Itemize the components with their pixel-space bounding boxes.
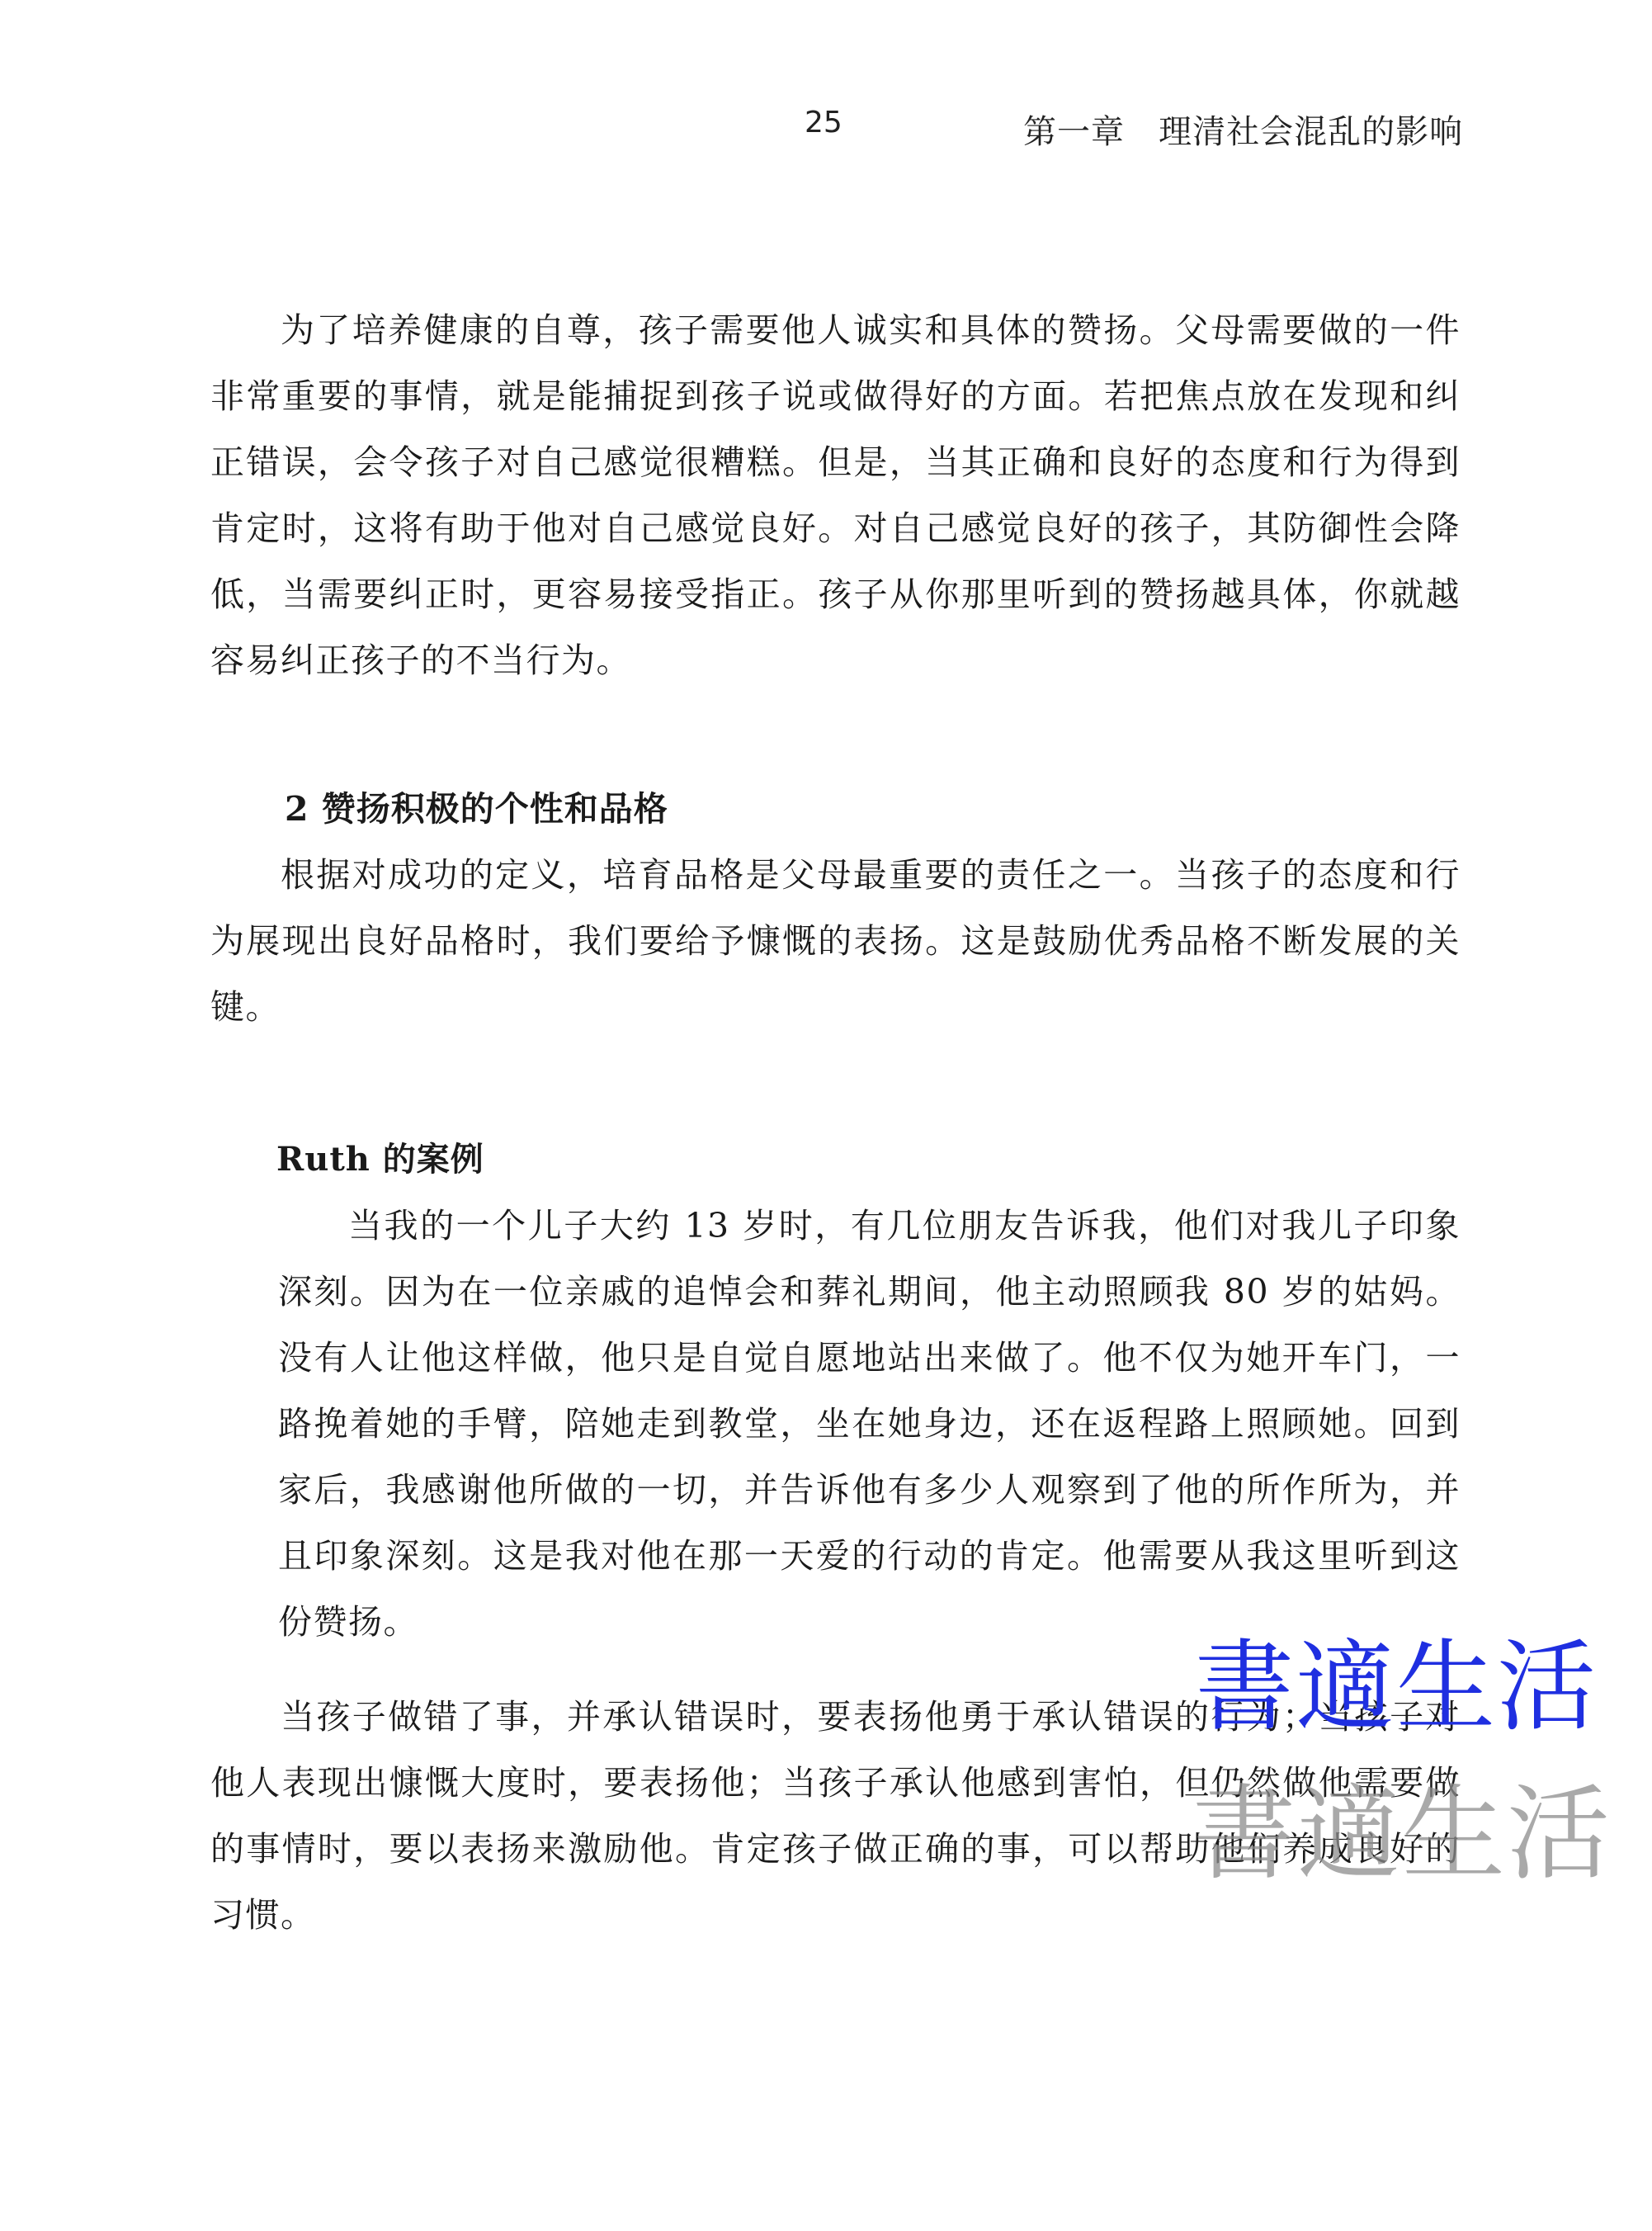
chapter-title: 第一章 理清社会混乱的影响 bbox=[1023, 113, 1464, 151]
case-study-heading: Ruth 的案例 bbox=[276, 1140, 484, 1179]
case-study-block bbox=[278, 1193, 1461, 1655]
case-study-paragraph: 当我的一个儿子大约 13 岁时，有几位朋友告诉我，他们对我儿子印象深刻。因为在一位亲戚的追悼会和葬礼期间，他主动照顾我 80 岁的姑妈。没有人让他这样做，他只是自觉自愿地站出来做了。他不仅为她开车门，一路挽着她的手臂，陪她走到教堂，坐在她身边，还在返程路上照顾她。回到家后，我感谢他所做的一切，并告诉他有多少人观察到了他的所作所为，并且印象深刻。这是我对他在那一天爱的行动的肯定。他需要从我这里听到这份赞扬。 bbox=[278, 1206, 1461, 1642]
body-paragraph: 根据对成功的定义，培育品格是父母最重要的责任之一。当孩子的态度和行为展现出良好品格时，我们要给予慷慨的表扬。这是鼓励优秀品格不断发展的关键。 bbox=[210, 855, 1461, 1027]
page-number: 25 bbox=[805, 106, 843, 139]
watermark-logo-shadow: 書適生活 bbox=[1192, 1775, 1612, 1894]
section-heading: 2 赞扬积极的个性和品格 bbox=[285, 789, 668, 829]
body-paragraph: 为了培养健康的自尊，孩子需要他人诚实和具体的赞扬。父母需要做的一件非常重要的事情，就是能捕捉到孩子说或做得好的方面。若把焦点放在发现和纠正错误，会令孩子对自己感觉很糟糕。但是，当其正确和良好的态度和行为得到肯定时，这将有助于他对自己感觉良好。对自己感觉良好的孩子，其防御性会降低，当需要纠正时，更容易接受指正。孩子从你那里听到的赞扬越具体，你就越容易纠正孩子的不当行为。 bbox=[210, 310, 1461, 680]
watermark-logo: 書適生活 bbox=[1195, 1630, 1598, 1745]
body-paragraph: 当孩子做错了事，并承认错误时，要表扬他勇于承认错误的行为；当孩子对他人表现出慷慨大度时，要表扬他；当孩子承认他感到害怕，但仍然做他需要做的事情时，要以表扬来激励他。肯定孩子做正确的事，可以帮助他们养成良好的习惯。 bbox=[210, 1697, 1461, 1935]
page-header bbox=[0, 106, 1652, 155]
